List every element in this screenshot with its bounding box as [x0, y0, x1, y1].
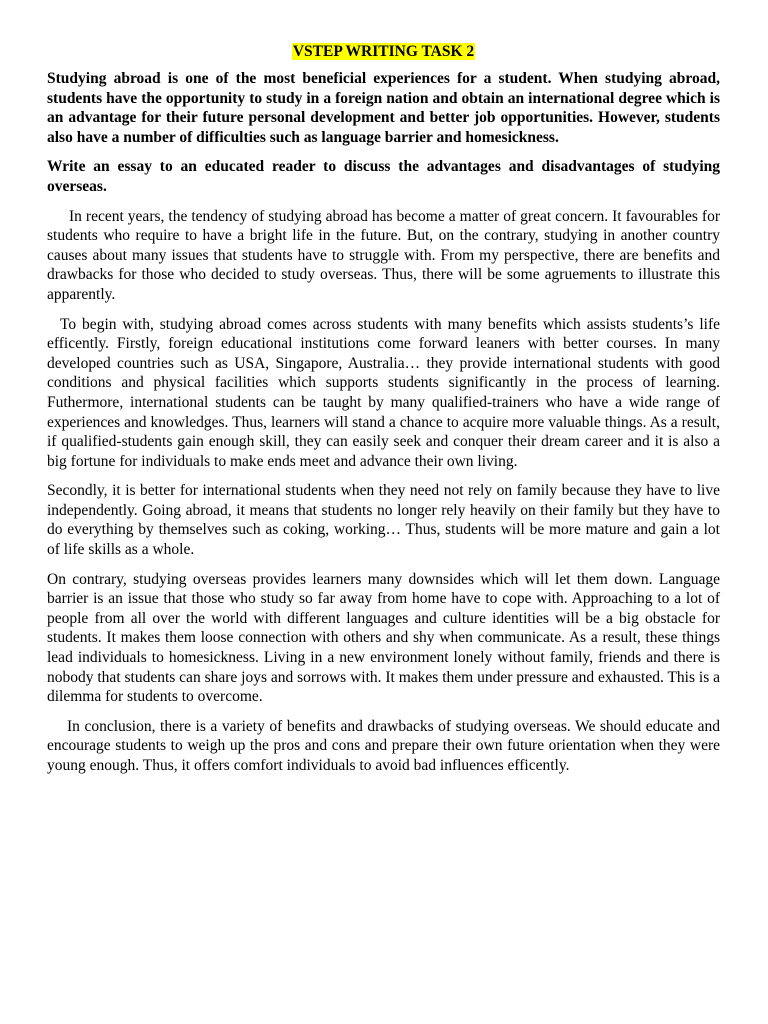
- prompt-task: Write an essay to an educated reader to discuss the advantages and disadvantages of studying overseas.: [47, 158, 720, 195]
- title-line: [47, 42, 720, 62]
- essay-conclusion: In conclusion, there is a variety of benefits and drawbacks of studying overseas. We should educate and encourage students to weigh up the pros and cons and prepare their own future orientation when they were young enough. Thus, it offers comfort individuals to avoid bad influences efficently.: [47, 717, 720, 774]
- essay-body-disadvantages: On contrary, studying overseas provides learners many downsides which will let them down. Language barrier is an issue that those who study so far away from home have to cope with. Approaching to a lot of people from all over the world with different languages and culture identities will be a big obstacle for students. It makes them loose connection with others and shy when communicate. As a result, these things lead individuals to homesickness. Living in a new environment lonely without family, friends and there is nobody that students can share joys and sorrows with. It makes them under pressure and exhausted. This is a dilemma for students to overcome.: [47, 570, 720, 706]
- prompt-intro: Studying abroad is one of the most beneficial experiences for a student. When studying abroad, students have the opportunity to study in a foreign nation and obtain an international degree which is an advantage for their future personal development and better job opportunities. However, students also have a number of difficulties such as language barrier and homesickness.: [47, 70, 720, 146]
- essay-introduction: In recent years, the tendency of studying abroad has become a matter of great concern. It favourables for students who require to have a bright life in the future. But, on the contrary, studying in another country causes about many issues that students have to struggle with. From my perspective, there are benefits and drawbacks for those who decided to study overseas. Thus, there will be some agruements to illustrate this apparently.: [47, 207, 720, 303]
- essay-body-advantages-1: To begin with, studying abroad comes across students with many benefits which assists students’s life efficently. Firstly, foreign educational institutions come forward leaners with better courses. In many developed countries such as USA, Singapore, Australia… they provide international students with good conditions and physical facilities which supports students significantly in the process of learning. Futhermore, international students can be taught by many qualified-trainers who have a wide range of experiences and knowledges. Thus, learners will stand a chance to acquire more valuable things. As a result, if qualified-students gain enough skill, they can easily seek and conquer their dream career and it is also a big fortune for individuals to make ends meet and advance their own living.: [47, 315, 720, 470]
- document-title: VSTEP WRITING TASK 2: [292, 43, 475, 60]
- essay-body-advantages-2: Secondly, it is better for international students when they need not rely on family because they have to live independently. Going abroad, it means that students no longer rely heavily on their family but they have to do everything by themselves such as coking, working… Thus, students will be more mature and gain a lot of life skills as a whole.: [47, 482, 720, 559]
